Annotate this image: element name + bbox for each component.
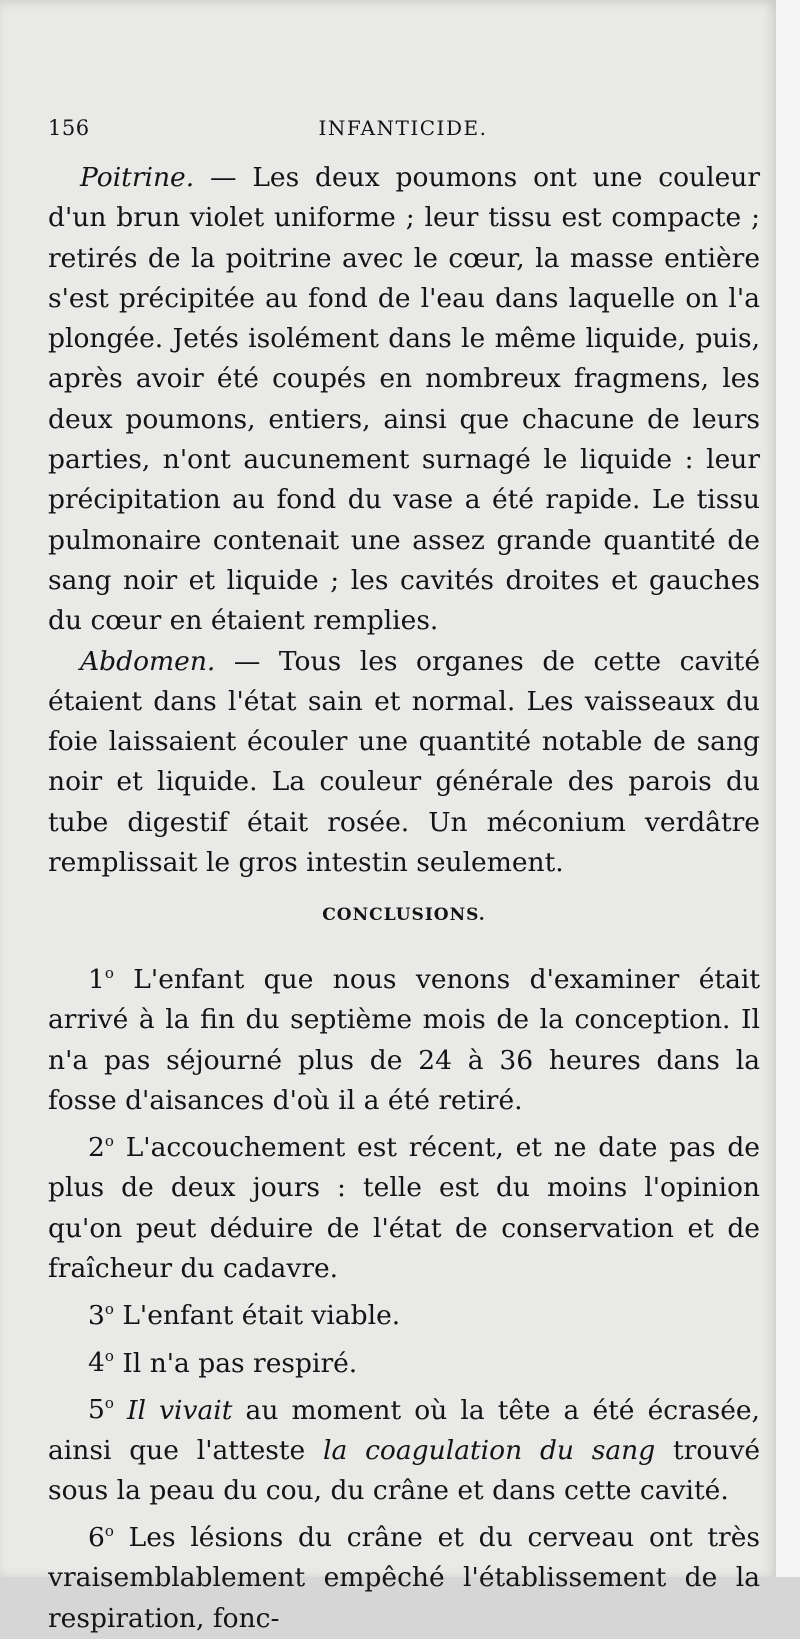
paragraph-poitrine-text: — Les deux poumons ont une couleur d'un brun violet uniforme ; leur tissu est compacte ; retirés de la poitrine avec le cœur, la masse entière s'est précipitée au fond de l'eau dans laquelle on l'a plongée. Jetés isolément dans le même liquide, puis, après avoir été coupés en nombreux fragmens, les deux poumons, entiers, ainsi que chacune de leurs parties, n'ont aucunement surnagé le liquide : leur précipitation au fond du vase a été rapide. Le tissu pulmonaire contenait une assez grande quantité de sang noir et liquide ; les cavités droites et gauches du cœur en étaient remplies.	[48, 162, 760, 637]
conclusion-number-sup: o	[104, 1300, 114, 1319]
section-label-abdomen: Abdomen.	[80, 645, 216, 677]
conclusion-number-sup: o	[104, 1132, 114, 1151]
conclusion-item-1	[48, 953, 760, 1121]
conclusion-number-digit: 3	[88, 1300, 105, 1332]
conclusion-number-sup: o	[104, 1347, 114, 1366]
section-label-poitrine: Poitrine.	[80, 162, 195, 193]
paragraph-poitrine	[48, 158, 760, 642]
conclusion-number	[88, 964, 114, 995]
conclusion-number-digit: 6	[88, 1522, 105, 1554]
conclusion-number	[88, 1394, 114, 1425]
paragraph-abdomen	[48, 642, 760, 884]
conclusion-item-6	[48, 1511, 760, 1639]
conclusion-item-2	[48, 1121, 760, 1289]
paragraph-abdomen-text: — Tous les organes de cette cavité étaient dans l'état sain et normal. Les vaisseaux du foie laissaient écouler une quantité notable de sang noir et liquide. La couleur générale des parois du tube digestif était rosée. Un méconium verdâtre remplissait le gros intestin seulement.	[48, 645, 760, 879]
conclusion-number	[88, 1300, 114, 1331]
conclusion-number-digit: 2	[88, 1132, 105, 1164]
conclusion-number	[88, 1347, 114, 1378]
conclusion-number	[88, 1132, 114, 1163]
emphasis-il-vivait: Il vivait	[127, 1394, 233, 1426]
page-header	[48, 116, 758, 144]
conclusion-item-5	[48, 1384, 760, 1512]
conclusion-number-sup: o	[104, 964, 114, 983]
conclusion-number-digit: 1	[88, 964, 105, 996]
conclusion-text-end: trouvé sous la peau du cou, du crâne et dans cette cavité.	[48, 1434, 760, 1507]
conclusion-number-digit: 4	[88, 1347, 105, 1379]
conclusion-text: L'enfant était viable.	[113, 1300, 401, 1332]
body-text	[48, 158, 760, 1639]
conclusion-text: Il n'a pas respiré.	[113, 1347, 358, 1379]
conclusions-heading: CONCLUSIONS.	[322, 905, 486, 926]
conclusion-item-4	[48, 1337, 760, 1384]
conclusion-text: L'enfant que nous venons d'examiner était arrivé à la fin du septième mois de la conception. Il n'a pas séjourné plus de 24 à 36 heures dans la fosse d'aisances d'où il a été retiré.	[48, 964, 760, 1117]
conclusion-number-sup: o	[104, 1394, 114, 1413]
conclusion-text: Les lésions du crâne et du cerveau ont très vraisemblablement empêché l'établissement de la respiration, fonc-	[48, 1522, 760, 1634]
conclusion-text: L'accouchement est récent, et ne date pas de plus de deux jours : telle est du moins l'opinion qu'on peut déduire de l'état de conservation et de fraîcheur du cadavre.	[48, 1132, 760, 1285]
conclusion-text-mid: au moment où la tête a été écrasée, ainsi que l'atteste	[48, 1394, 760, 1466]
running-title: INFANTICIDE.	[318, 116, 488, 140]
conclusion-number-digit: 5	[88, 1394, 105, 1426]
conclusion-number-sup: o	[104, 1522, 114, 1541]
emphasis-coagulation: la coagulation du sang	[323, 1434, 656, 1466]
page-number: 156	[48, 116, 90, 140]
page-margin-edge	[776, 0, 800, 1577]
conclusion-number	[88, 1522, 114, 1553]
conclusion-item-3	[48, 1289, 760, 1336]
